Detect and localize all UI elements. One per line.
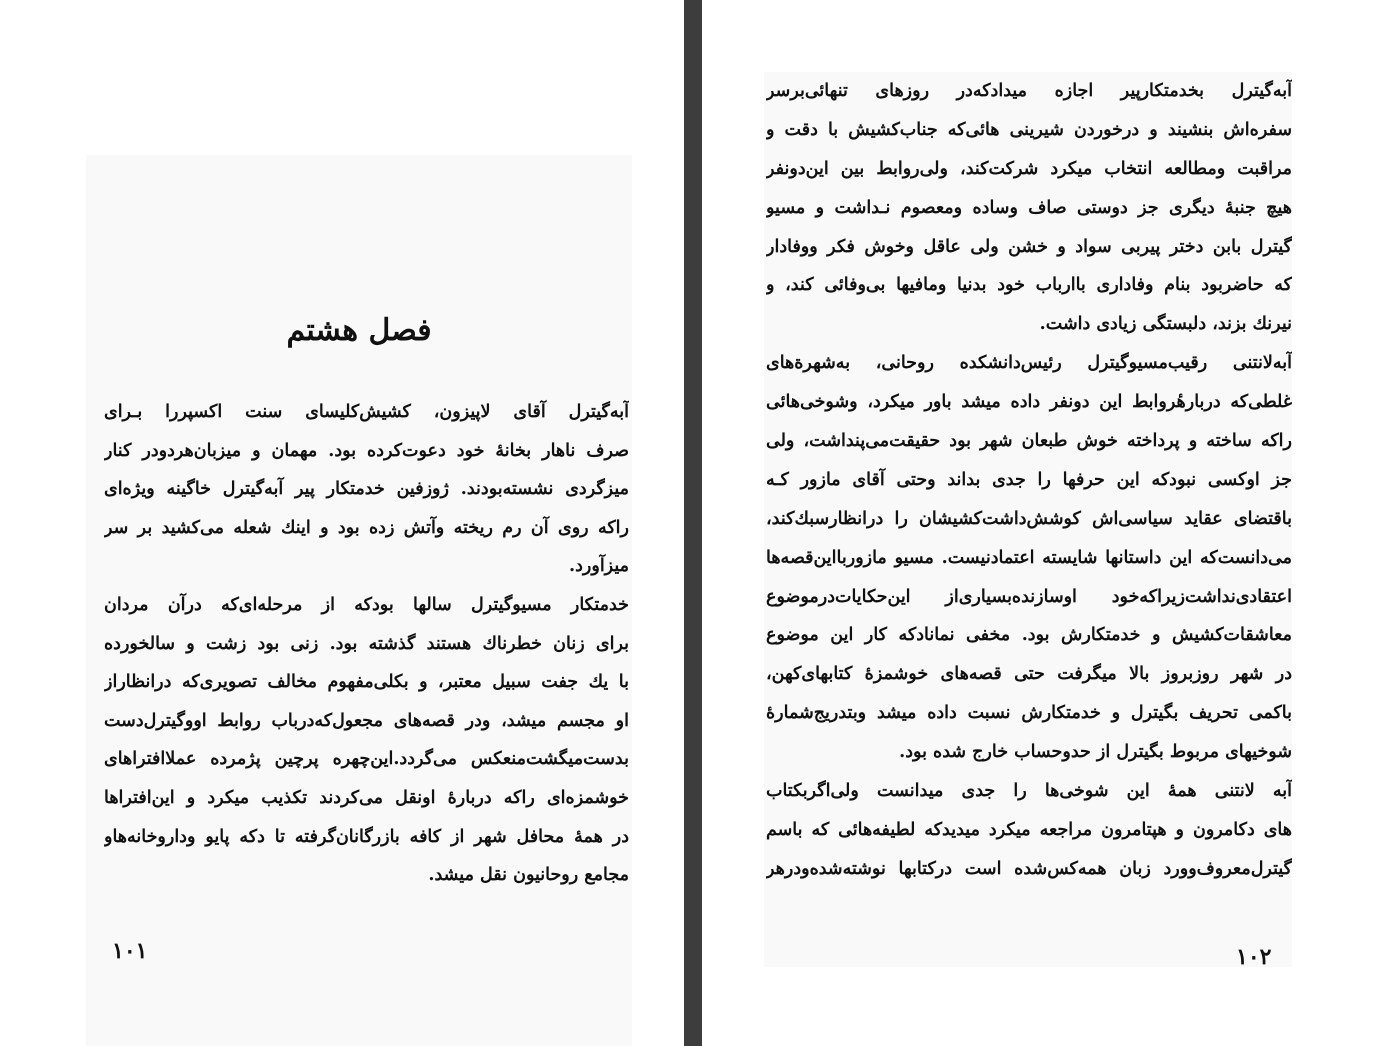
right-page-text [766, 72, 1292, 889]
text-line: بدست‌میگشت‌منعکس می‌گردد.این‌چهره پرچین پژمرده عملاافتراهای [104, 749, 629, 770]
text-line: میزگردی نشسته‌بودند. ژوزفین خدمتکار پیر آبه‌گیترل خاگینه ویژه‌ای [104, 479, 629, 500]
text-line: معاشقات‌کشیش و خدمتکارش بود. مخفی نماناد‌که کار این موضوع [766, 625, 1292, 646]
text-line: آبه‌گیترل بخدمتکارپیر اجازه میدادکه‌در روزهای تنهائی‌بر‌سر [766, 81, 1292, 101]
chapter-title: فصل هشتم [286, 313, 432, 348]
text-line: او مجسم میشد، ودر قصه‌های مجعول‌که‌درباب روابط اووگیترل‌دست [104, 710, 629, 731]
text-line: خوشمزه‌ای راکه دربارهٔ اونقل می‌کردند تکذیب میکرد و این‌افتراها [104, 787, 629, 808]
text-line: راکه روی آن رم ریخته وآتش زده بود و اینك شعله می‌کشید بر سر [104, 517, 629, 538]
text-line: راکه ساخته و پرداخته خوش طبعان شهر بود حقیقت‌می‌پنداشت، ولی [766, 431, 1292, 452]
text-line: در همهٔ محافل شهر از کافه بازرگانان‌گرفته تا دکه پایو وداروخانه‌هاو [104, 826, 629, 847]
text-line: گیترل‌معروف‌وورد زبان همه‌کس‌شده است درکتابها نوشته‌شده‌ودرهر [766, 858, 1292, 879]
text-line: آبه‌لانتنی رقیب‌مسیوگیترل رئیس‌دانشکده روحانی، به‌شهرةهای [766, 353, 1292, 374]
page-number: ۱۰۱ [112, 938, 148, 964]
text-line: صرف ناهار بخانهٔ خود دعوت‌کرده بود. مهمان و میزبان‌هردودر کنار [104, 440, 629, 461]
text-line: مجامع روحانیون نقل میشد. [428, 865, 629, 886]
text-line: باقتضای عقاید سیاسی‌اش کوشش‌داشت‌کشیشان را درانظارسبك‌کند، [766, 508, 1292, 529]
text-line: آبه‌گیترل آقای لاپیزون، کشیش‌کلیسای سنت اکسپررا بـرای [104, 402, 629, 422]
text-line: با یك جفت سبیل معتبر، و بکلی‌مفهوم مخالف تصویری‌که درانظاراز [104, 672, 629, 693]
left-page [86, 155, 632, 1046]
text-line: میزآورد. [569, 556, 629, 577]
book-gutter [684, 0, 702, 1046]
text-line: آبه لانتنی همهٔ این شوخی‌ها را جدی میدانست ولی‌اگربکتاب [766, 781, 1292, 802]
text-line: می‌دانست‌که این داستانها شایسته اعتمادنیست. مسیو مازوربااین‌قصه‌ها [766, 547, 1292, 568]
text-line: در شهر روزبروز بالا میگرفت حتی قصه‌های خوشمزهٔ کتابهای‌کهن، [766, 664, 1292, 685]
text-line: برای زنان خطرناك هستند گذشته بود. زنی بود زشت و سالخورده [104, 633, 629, 654]
text-line: که حاضربود بنام وفاداری باارباب خود بدنیا ومافیها بی‌وفائی کند، و [766, 275, 1292, 296]
text-line: خدمتکار مسیوگیترل سالها بودکه از مرحله‌ای‌که درآن مردان [104, 594, 629, 615]
right-page [764, 72, 1292, 970]
text-line: سفره‌اش بنشیند و درخوردن شیرینی هائی‌که جناب‌کشیش با دقت و [766, 119, 1292, 140]
text-line: نیرنك بزند، دلبستگی زیادی داشت. [1039, 314, 1292, 335]
page-number: ۱۰۲ [1236, 944, 1272, 970]
text-line: هیچ جنبهٔ دیگری جز دوستی صاف وساده ومعصوم نـداشت و مسیو [766, 197, 1292, 218]
text-line: اعتقادی‌نداشت‌زیراکه‌خود اوسازنده‌بسیاری‌از این‌حکایات‌درموضوع [766, 586, 1292, 607]
left-page-text [104, 393, 629, 895]
text-line: غلطی‌که دربارهٔروابط این دونفر داده میشد باور میکرد، وشوخی‌هائی [766, 392, 1292, 413]
text-line: باکمی تحریف بگیترل و خدمتکارش نسبت داده میشد وبتدریج‌شمارهٔ [766, 703, 1292, 724]
text-line: مراقبت ومطالعه انتخاب میکرد شرکت‌کند، ولی‌روابط بین این‌دونفر [766, 158, 1292, 179]
text-line: شوخیهای مربوط بگیترل از حدوحساب خارج شده بود. [899, 742, 1292, 763]
text-line: گیترل بابن دختر پیربی سواد و خشن ولی عاقل وخوش فکر ووفادار [766, 236, 1292, 257]
text-line: جز اوکسی نبودکه این حرفها را جدی بداند وحتی آقای مازور کـه [766, 469, 1292, 490]
text-line: های دکامرون و هپتامرون مراجعه میکرد میدیدکه لطیفه‌هائی که باسم [766, 819, 1292, 840]
